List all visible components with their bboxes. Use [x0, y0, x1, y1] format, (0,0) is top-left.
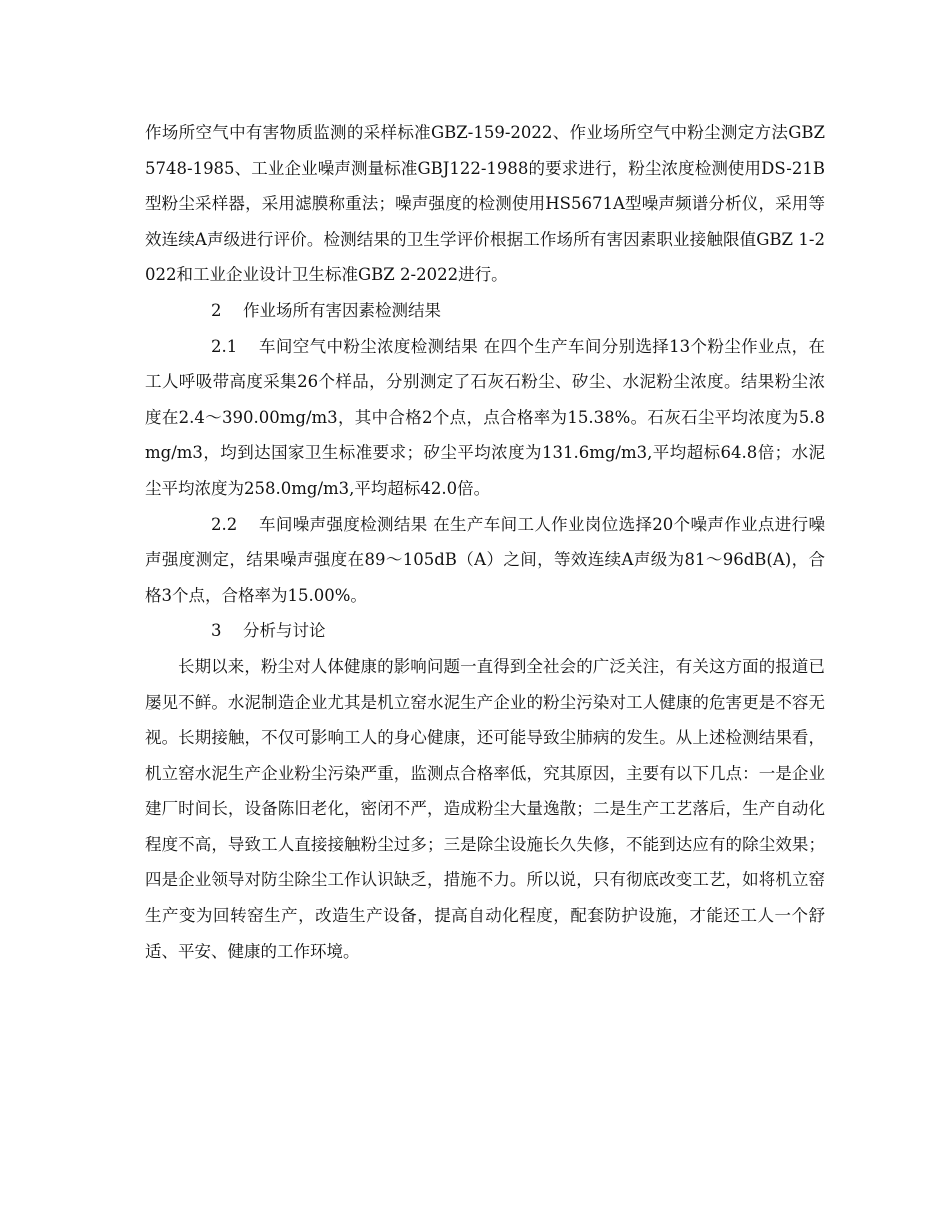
paragraph-methods-continued: 作场所空气中有害物质监测的采样标准GBZ-159-2022、作业场所空气中粉尘测定方法GBZ5748-1985、工业企业噪声测量标准GBJ122-1988的要求进行，粉尘浓度检测使用DS-21B型粉尘采样器，采用滤膜称重法；噪声强度的检测使用HS5671A型噪声频谱分析仪，采用等效连续A声级进行评价。检测结果的卫生学评价根据工作场所有害因素职业接触限值GBZ 1-2022和工业企业设计卫生标准GBZ 2-2022进行。: [145, 123, 825, 285]
section-title: 分析与讨论: [242, 621, 326, 641]
subsection-number: 2.2: [211, 514, 238, 534]
paragraph-discussion: 长期以来，粉尘对人体健康的影响问题一直得到全社会的广泛关注，有关这方面的报道已屡见不鲜。水泥制造企业尤其是机立窑水泥生产企业的粉尘污染对工人健康的危害更是不容无视。长期接触，不仅可影响工人的身心健康，还可能导致尘肺病的发生。从上述检测结果看，机立窑水泥生产企业粉尘污染严重，监测点合格率低，究其原因，主要有以下几点：一是企业建厂时间长，设备陈旧老化，密闭不严，造成粉尘大量逸散；二是生产工艺落后，生产自动化程度不高，导致工人直接接触粉尘过多；三是除尘设施长久失修，不能到达应有的除尘效果；四是企业领导对防尘除尘工作认识缺乏，措施不力。所以说，只有彻底改变工艺，如将机立窑生产变为回转窑生产，改造生产设备，提高自动化程度，配套防护设施，才能还工人一个舒适、平安、健康的工作环境。: [145, 656, 825, 961]
document-body: [145, 115, 825, 969]
subsection-2-1: [145, 329, 825, 507]
section-title: 作业场所有害因素检测结果: [242, 300, 441, 320]
section-number: 2: [211, 300, 222, 320]
subsection-body: 车间噪声强度检测结果 在生产车间工人作业岗位选择20个噪声作业点进行噪声强度测定，结果噪声强度在89～105dB（A）之间，等效连续A声级为81～96dB(A)，合格3个点，合格率为15.00%。: [145, 514, 825, 605]
subsection-body: 车间空气中粉尘浓度检测结果 在四个生产车间分别选择13个粉尘作业点，在工人呼吸带高度采集26个样品，分别测定了石灰石粉尘、矽尘、水泥粉尘浓度。结果粉尘浓度在2.4～390.00mg/m3，其中合格2个点，点合格率为15.38%。石灰石尘平均浓度为5.8mg/m3，均到达国家卫生标准要求；矽尘平均浓度为131.6mg/m3,平均超标64.8倍；水泥尘平均浓度为258.0mg/m3,平均超标42.0倍。: [145, 336, 825, 498]
section-heading-2: [145, 293, 825, 329]
section-heading-3: [145, 613, 825, 649]
section-number: 3: [211, 621, 222, 641]
subsection-2-2: [145, 507, 825, 614]
subsection-number: 2.1: [211, 336, 238, 356]
